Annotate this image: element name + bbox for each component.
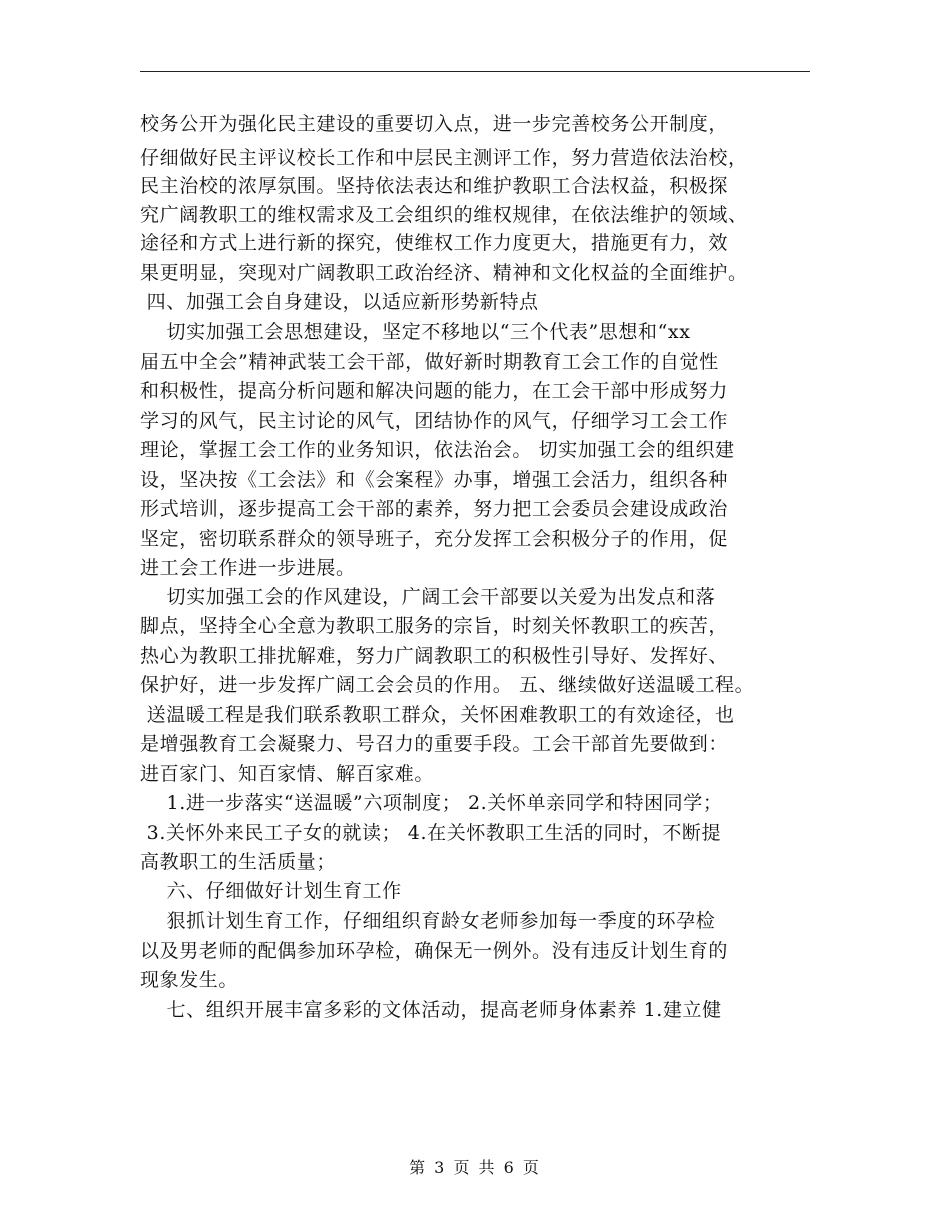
text-line: 切实加强工会思想建设，坚定不移地以“三个代表”思想和“xx	[140, 321, 691, 343]
text-line: 切实加强工会的作风建设，广阔工会干部要以关爱为出发点和落	[140, 586, 716, 608]
text-line: 途径和方式上进行新的探究，使维权工作力度更大，措施更有力，效	[140, 232, 729, 254]
text-line: 学习的风气，民主讨论的风气，团结协作的风气，仔细学习工会工作	[140, 410, 729, 432]
text-line: 届五中全会”精神武装工会干部，做好新时期教育工会工作的自觉性	[140, 351, 719, 373]
text-line: 高教职工的生活质量；	[140, 851, 337, 873]
text-line: 进工会工作进一步进展。	[140, 557, 356, 579]
text-line: 形式培训，逐步提高工会干部的素养，努力把工会委员会建设成政治	[140, 498, 729, 520]
text-line: 1.进一步落实“送温暖”六项制度； 2.关怀单亲同学和特困同学；	[140, 792, 723, 814]
text-line: 以及男老师的配偶参加环孕检，确保无一例外。没有违反计划生育的	[140, 940, 729, 962]
text-line: 民主治校的浓厚氛围。坚持依法表达和维护教职工合法权益，积极探	[140, 175, 729, 197]
header-rule	[140, 71, 810, 72]
text-line: 保护好，进一步发挥广阔工会会员的作用。 五、继续做好送温暖工程。	[140, 674, 755, 696]
text-line: 坚定，密切联系群众的领导班子，充分发挥工会积极分子的作用，促	[140, 528, 729, 550]
text-line: 七、组织开展丰富多彩的文体活动，提高老师身体素养 1.建立健	[140, 999, 722, 1021]
text-line: 热心为教职工排扰解难，努力广阔教职工的积极性引导好、发挥好、	[140, 645, 729, 667]
text-line: 进百家门、知百家情、解百家难。	[140, 763, 435, 785]
text-line: 现象发生。	[140, 969, 239, 991]
text-line: 脚点，坚持全心全意为教职工服务的宗旨，时刻关怀教职工的疾苦，	[140, 615, 729, 637]
text-line: 狠抓计划生育工作，仔细组织育龄女老师参加每一季度的环孕检	[140, 910, 716, 932]
page-number-footer: 第 3 页 共 6 页	[409, 1158, 541, 1177]
text-line: 送温暖工程是我们联系教职工群众，关怀困难教职工的有效途径，也	[140, 704, 735, 726]
text-line: 果更明显，突现对广阔教职工政治经济、精神和文化权益的全面维护。	[140, 262, 748, 284]
text-line: 是增强教育工会凝聚力、号召力的重要手段。工会干部首先要做到：	[140, 733, 729, 755]
text-line: 理论，掌握工会工作的业务知识，依法治会。 切实加强工会的组织建	[140, 439, 735, 461]
text-line: 六、仔细做好计划生育工作	[140, 880, 402, 902]
text-line: 设，坚决按《工会法》和《会案程》办事，增强工会活力，组织各种	[140, 469, 729, 491]
text-line: 3.关怀外来民工子女的就读； 4.在关怀教职工生活的同时，不断提	[140, 822, 722, 844]
text-line: 校务公开为强化民主建设的重要切入点，进一步完善校务公开制度，	[140, 113, 729, 135]
text-line: 究广阔教职工的维权需求及工会组织的维权规律，在依法维护的领域、	[140, 204, 748, 226]
text-line: 和积极性，提高分析问题和解决问题的能力，在工会干部中形成努力	[140, 380, 729, 402]
text-line: 仔细做好民主评议校长工作和中层民主测评工作，努力营造依法治校，	[140, 147, 748, 169]
text-line: 四、加强工会自身建设，以适应新形势新特点	[140, 291, 539, 313]
